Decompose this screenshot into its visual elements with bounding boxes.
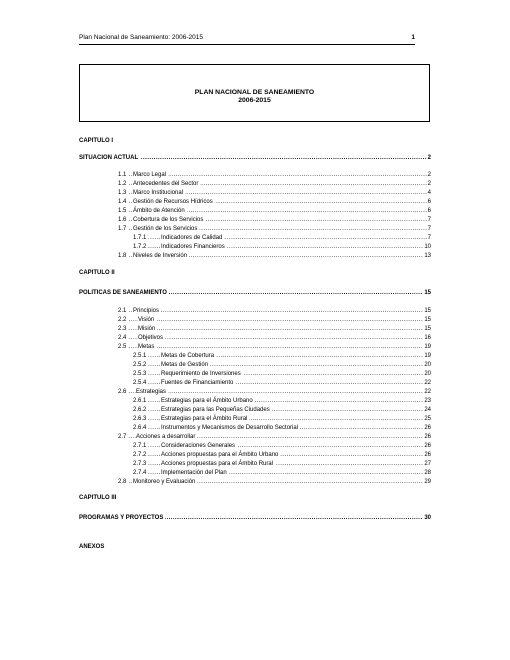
toc-item-number: 2.7.4: [133, 470, 147, 476]
toc-item-1-4[interactable]: [118, 198, 431, 206]
toc-item-number: 2.6: [118, 389, 127, 395]
toc-item-1-6[interactable]: [118, 216, 431, 224]
toc-item-number: 2.5.1: [133, 353, 147, 359]
toc-item-number: 1.7.2: [133, 244, 147, 250]
toc-section-label: PROGRAMAS Y PROYECTOS: [79, 515, 164, 521]
toc-item-2-7-2[interactable]: [133, 451, 431, 459]
chapter-3-heading: CAPITULO III: [79, 495, 117, 501]
toc-page-number: 23: [424, 398, 431, 404]
toc-item-2-6-2[interactable]: [133, 406, 431, 414]
toc-item-2-1[interactable]: [118, 307, 431, 315]
toc-item-label: Acciones a desarrollar: [136, 434, 196, 440]
toc-item-label: Niveles de Inversión: [133, 253, 188, 259]
toc-item-1-2[interactable]: [118, 180, 431, 188]
toc-page-number: 7: [427, 217, 431, 223]
header-page-number: 1: [411, 34, 415, 41]
toc-item-label: Gestión de los Servicios: [133, 226, 198, 232]
document-title: PLAN NACIONAL DE SANEAMIENTO: [194, 89, 315, 96]
toc-item-2-7-1[interactable]: [133, 442, 431, 450]
toc-item-label: Fuentes de Financiamiento: [161, 380, 234, 386]
toc-item-label: Monitoreo y Evaluación: [133, 479, 196, 485]
toc-page-number: 6: [427, 208, 431, 214]
toc-page-number: 20: [424, 371, 431, 377]
toc-page-number: 28: [424, 470, 431, 476]
toc-item-2-5[interactable]: [118, 343, 431, 351]
toc-page-number: 27: [424, 461, 431, 467]
toc-page-number: 24: [424, 407, 431, 413]
toc-item-number: 1.7.1: [133, 235, 147, 241]
toc-item-label: Indicadores Financieros: [161, 244, 225, 250]
toc-item-number: 2.6.4: [133, 425, 147, 431]
toc-item-label: Estrategias para las Pequeñas Ciudades: [161, 407, 270, 413]
toc-page-number: 16: [424, 335, 431, 341]
toc-item-number: 2.7: [118, 434, 127, 440]
toc-item-number: 2.5.3: [133, 371, 147, 377]
toc-item-label: Misión: [138, 326, 156, 332]
toc-item-2-5-1[interactable]: [133, 352, 431, 360]
toc-page-number: 30: [424, 515, 431, 521]
header-title: Plan Nacional de Saneamiento: 2006-2015: [79, 34, 203, 41]
toc-item-number: 2.5.4: [133, 380, 147, 386]
toc-item-2-6[interactable]: [118, 388, 431, 396]
toc-page-number: 6: [427, 199, 431, 205]
toc-item-number: 1.6: [118, 217, 127, 223]
toc-section-label: SITUACION ACTUAL: [79, 155, 139, 161]
toc-page-number: 22: [424, 389, 431, 395]
toc-item-2-3[interactable]: [118, 325, 431, 333]
toc-item-number: 2.6.3: [133, 416, 147, 422]
toc-item-label: Requerimiento de Inversiones: [161, 371, 241, 377]
toc-item-label: Metas de Cobertura: [161, 353, 215, 359]
toc-item-number: 1.7: [118, 226, 127, 232]
toc-page-number: 2: [427, 155, 431, 161]
toc-item-label: Consideraciones Generales: [161, 443, 236, 449]
toc-item-2-6-3[interactable]: [133, 415, 431, 423]
toc-page-number: 19: [424, 344, 431, 350]
toc-item-number: 2.7.1: [133, 443, 147, 449]
toc-page-number: 20: [424, 362, 431, 368]
toc-page-number: 7: [427, 235, 431, 241]
toc-item-number: 1.8: [118, 253, 127, 259]
toc-item-number: 2.8: [118, 479, 127, 485]
toc-item-number: 2.6.2: [133, 407, 147, 413]
toc-item-number: 2.7.2: [133, 452, 147, 458]
toc-item-label: Estrategias para el Ámbito Rural: [161, 416, 248, 422]
toc-item-2-8[interactable]: [118, 478, 431, 486]
anexos-heading[interactable]: ANEXOS: [79, 544, 105, 550]
toc-page-number: 26: [424, 452, 431, 458]
toc-item-label: Estrategias para el Ámbito Urbano: [161, 398, 253, 404]
toc-item-number: 2.4: [118, 335, 127, 341]
toc-section-programas[interactable]: [79, 514, 431, 522]
toc-item-label: Antecedentes del Sector: [133, 181, 199, 187]
toc-page-number: 2: [427, 181, 431, 187]
document-period: 2006-2015: [238, 97, 271, 104]
toc-page-number: 4: [427, 190, 431, 196]
toc-page-number: 26: [424, 434, 431, 440]
toc-item-label: Instrumentos y Mecanismos de Desarrollo Sectorial: [161, 425, 299, 431]
toc-item-label: Acciones propuestas para el Ámbito Urbano: [161, 452, 279, 458]
toc-page-number: 15: [424, 290, 431, 296]
toc-item-number: 2.7.3: [133, 461, 147, 467]
toc-item-1-8[interactable]: [118, 252, 431, 260]
toc-item-1-1[interactable]: [118, 171, 431, 179]
toc-page-number: 15: [424, 326, 431, 332]
toc-item-label: Metas: [138, 344, 155, 350]
toc-item-number: 1.1: [118, 172, 127, 178]
toc-item-2-6-1[interactable]: [133, 397, 431, 405]
toc-page-number: 2: [427, 172, 431, 178]
toc-item-2-2[interactable]: [118, 316, 431, 324]
toc-item-label: Estrategias: [136, 389, 167, 395]
toc-page-number: 22: [424, 380, 431, 386]
toc-item-2-7-3[interactable]: [133, 460, 431, 468]
toc-item-2-5-4[interactable]: [133, 379, 431, 387]
page-header: [79, 34, 415, 45]
toc-item-label: Ámbito de Atención: [133, 208, 185, 214]
toc-item-number: 1.5: [118, 208, 127, 214]
toc-section-politicas[interactable]: [79, 289, 431, 297]
chapter-2-heading: CAPITULO II: [79, 270, 115, 276]
toc-item-label: Acciones propuestas para el Ámbito Rural: [161, 461, 274, 467]
toc-item-number: 2.6.1: [133, 398, 147, 404]
toc-item-1-7[interactable]: [118, 225, 431, 233]
toc-item-number: 2.2: [118, 317, 127, 323]
toc-page-number: 19: [424, 353, 431, 359]
toc-item-2-5-3[interactable]: [133, 370, 431, 378]
toc-item-number: 1.2: [118, 181, 127, 187]
toc-item-number: 2.5.2: [133, 362, 147, 368]
toc-item-label: Metas de Gestión: [161, 362, 209, 368]
toc-item-label: Marco Legal: [133, 172, 167, 178]
toc-item-label: Objetivos: [138, 335, 164, 341]
toc-page-number: 10: [424, 244, 431, 250]
toc-item-number: 2.1: [118, 308, 127, 314]
document-title-box: [79, 64, 430, 122]
toc-page-number: 26: [424, 443, 431, 449]
toc-item-label: Marco Institucional: [133, 190, 184, 196]
toc-page-number: 13: [424, 253, 431, 259]
toc-item-label: Gestión de Recursos Hídricos: [133, 199, 213, 205]
toc-item-2-7[interactable]: [118, 433, 431, 441]
chapter-1-heading: CAPITULO I: [79, 138, 113, 144]
toc-item-1-7-1[interactable]: [133, 234, 431, 242]
toc-item-label: Cobertura de los Servicios: [133, 217, 204, 223]
toc-page-number: 7: [427, 226, 431, 232]
toc-page-number: 29: [424, 479, 431, 485]
toc-item-1-3[interactable]: [118, 189, 431, 197]
toc-item-label: Visión: [138, 317, 155, 323]
toc-page-number: 15: [424, 308, 431, 314]
toc-item-1-7-2[interactable]: [133, 243, 431, 251]
toc-item-2-6-4[interactable]: [133, 424, 431, 432]
toc-item-label: Implementación del Plan: [161, 470, 227, 476]
toc-item-number: 1.3: [118, 190, 127, 196]
toc-section-label: POLITICAS DE SANEAMIENTO: [79, 290, 167, 296]
toc-item-number: 1.4: [118, 199, 127, 205]
toc-item-label: Principios: [133, 308, 160, 314]
toc-item-number: 2.3: [118, 326, 127, 332]
toc-page-number: 25: [424, 416, 431, 422]
toc-section-situacion-actual[interactable]: [79, 154, 431, 162]
toc-page-number: 26: [424, 425, 431, 431]
toc-item-1-5[interactable]: [118, 207, 431, 215]
toc-item-2-4[interactable]: [118, 334, 431, 342]
toc-item-2-5-2[interactable]: [133, 361, 431, 369]
toc-page-number: 15: [424, 317, 431, 323]
toc-item-label: Indicadores de Calidad: [161, 235, 223, 241]
toc-item-2-7-4[interactable]: [133, 469, 431, 477]
toc-item-number: 2.5: [118, 344, 127, 350]
